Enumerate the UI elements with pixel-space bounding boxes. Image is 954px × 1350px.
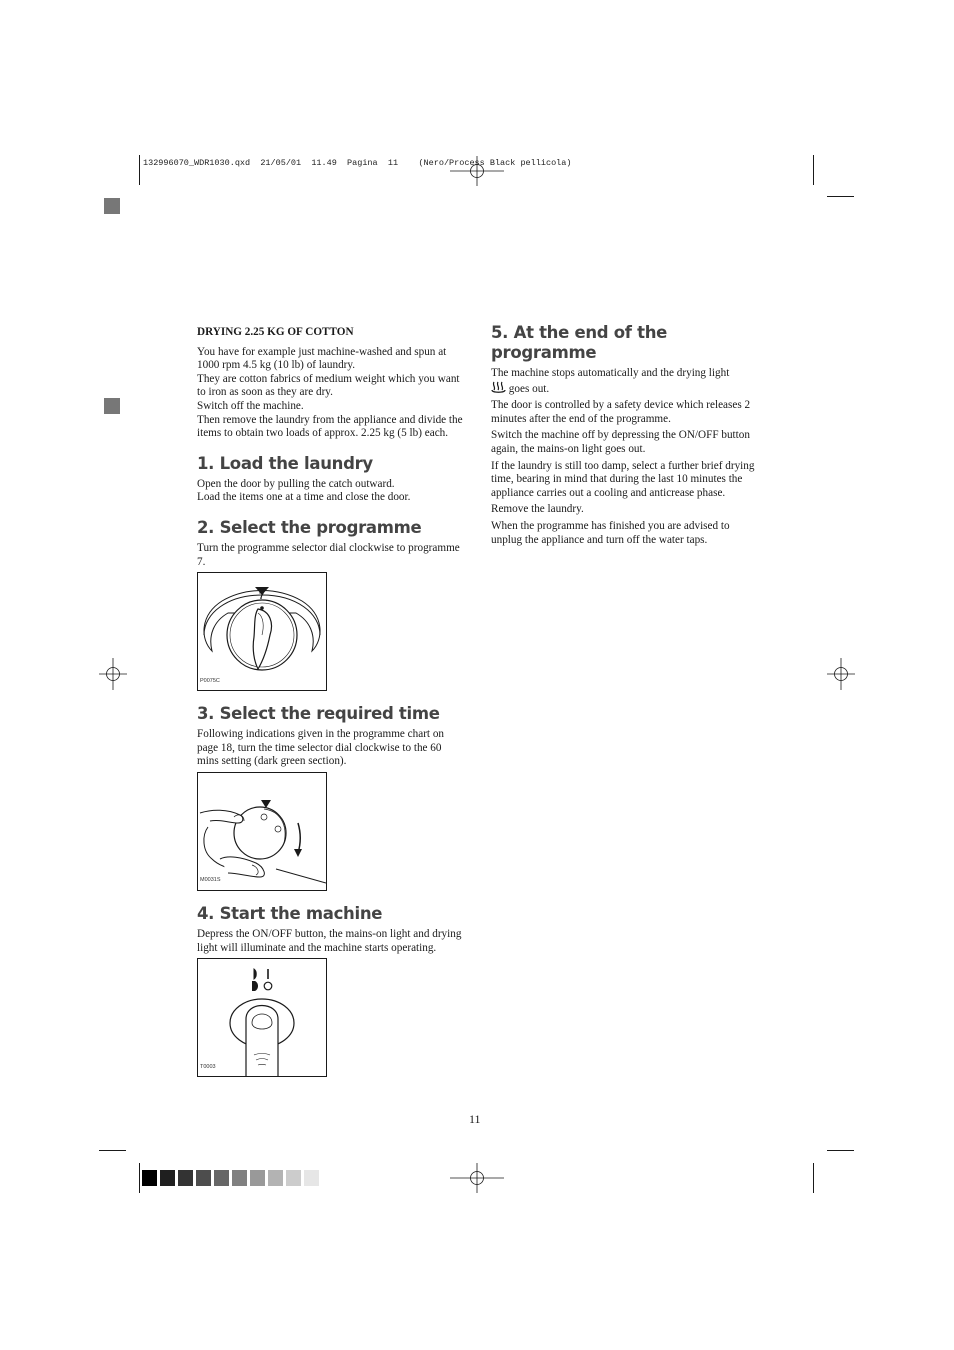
- step-3-title: 3. Select the required time: [197, 704, 440, 724]
- grayscale-bar: [268, 1170, 283, 1186]
- heat-waves-icon: [491, 381, 506, 394]
- crop-mark: [827, 1150, 854, 1151]
- grayscale-calibration-bars: [142, 1170, 322, 1186]
- figure-code: P0075C: [200, 677, 220, 684]
- step-5-paragraph: [491, 367, 763, 396]
- crosshair-icon: [450, 1163, 504, 1193]
- step-5-paragraph: Switch the machine off by depressing the ON/OFF button again, the mains-on light goes out.: [491, 429, 750, 455]
- grayscale-bar: [196, 1170, 211, 1186]
- step-1-line: Load the items one at a time and close the door.: [197, 491, 411, 504]
- intro-line: You have for example just machine-washed and spun at 1000 rpm 4.5 kg (10 lb) of laundry.: [197, 345, 447, 372]
- step-5-title: 5. At the end of the programme: [491, 323, 668, 362]
- step-5-paragraph: When the programme has finished you are advised to unplug the appliance and turn off the water taps.: [491, 519, 730, 546]
- grayscale-bar: [214, 1170, 229, 1186]
- intro-line: Then remove the laundry from the appliance and divide the items to obtain two loads of approx. 2.25 kg (5 lb) each.: [197, 413, 463, 440]
- step-5-p1b: goes out.: [508, 382, 550, 395]
- margin-square: [104, 198, 120, 214]
- step-2-title: 2. Select the programme: [197, 517, 422, 537]
- step-5-paragraph: If the laundry is still too damp, select a further brief drying time, bearing in mind that during the last 10 minutes the appliance carries out a cooling and anticrease phase.: [491, 459, 755, 499]
- grayscale-bar: [232, 1170, 247, 1186]
- margin-square: [104, 398, 120, 414]
- right-column: [491, 323, 763, 550]
- step-5-p1a: The machine stops automatically and the drying light: [491, 367, 730, 379]
- grayscale-bar: [304, 1170, 319, 1186]
- crop-mark: [813, 1163, 814, 1193]
- crop-mark: [99, 1150, 126, 1151]
- grayscale-bar: [178, 1170, 193, 1186]
- section-heading: DRYING 2.25 KG OF COTTON: [197, 326, 354, 338]
- figure-code: M0031S: [200, 877, 221, 884]
- step-5-paragraph: Remove the laundry.: [491, 503, 584, 516]
- time-dial-illustration: [197, 772, 327, 891]
- crop-mark: [813, 155, 814, 185]
- figure-code: T0003: [200, 1063, 216, 1070]
- step-3-text: Following indications given in the programme chart on page 18, turn the time selector dial clockwise to the 60 mins setting (dark green section).: [197, 728, 445, 768]
- intro-line: They are cotton fabrics of medium weight which you want to iron as soon as they are dry.: [197, 372, 460, 399]
- step-2-text: Turn the programme selector dial clockwise to programme 7.: [197, 541, 460, 568]
- on-off-button-illustration: [197, 958, 327, 1077]
- left-column: [197, 326, 465, 1083]
- grayscale-bar: [250, 1170, 265, 1186]
- crop-mark: [139, 155, 140, 185]
- step-5-paragraph: The door is controlled by a safety device which releases 2 minutes after the end of the programme.: [491, 399, 751, 425]
- crop-mark: [139, 1163, 140, 1193]
- print-slug: 132996070_WDR1030.qxd 21/05/01 11.49 Pagina 11 (Nero/Process Black pellicola): [143, 158, 572, 168]
- intro-line: Switch off the machine.: [197, 399, 304, 412]
- crosshair-icon: [99, 658, 127, 690]
- page-number: 11: [469, 1112, 481, 1126]
- grayscale-bar: [142, 1170, 157, 1186]
- programme-dial-illustration: [197, 572, 327, 691]
- crop-mark: [827, 196, 854, 197]
- dial-programme-number: 7: [259, 591, 265, 602]
- crosshair-icon: [827, 658, 855, 690]
- grayscale-bar: [286, 1170, 301, 1186]
- grayscale-bar: [160, 1170, 175, 1186]
- step-1-title: 1. Load the laundry: [197, 453, 373, 473]
- step-4-title: 4. Start the machine: [197, 903, 383, 923]
- crosshair-icon: [450, 156, 504, 186]
- step-1-line: Open the door by pulling the catch outward.: [197, 477, 395, 490]
- step-4-text: Depress the ON/OFF button, the mains-on light and drying light will illuminate and the machine starts operating.: [197, 927, 462, 954]
